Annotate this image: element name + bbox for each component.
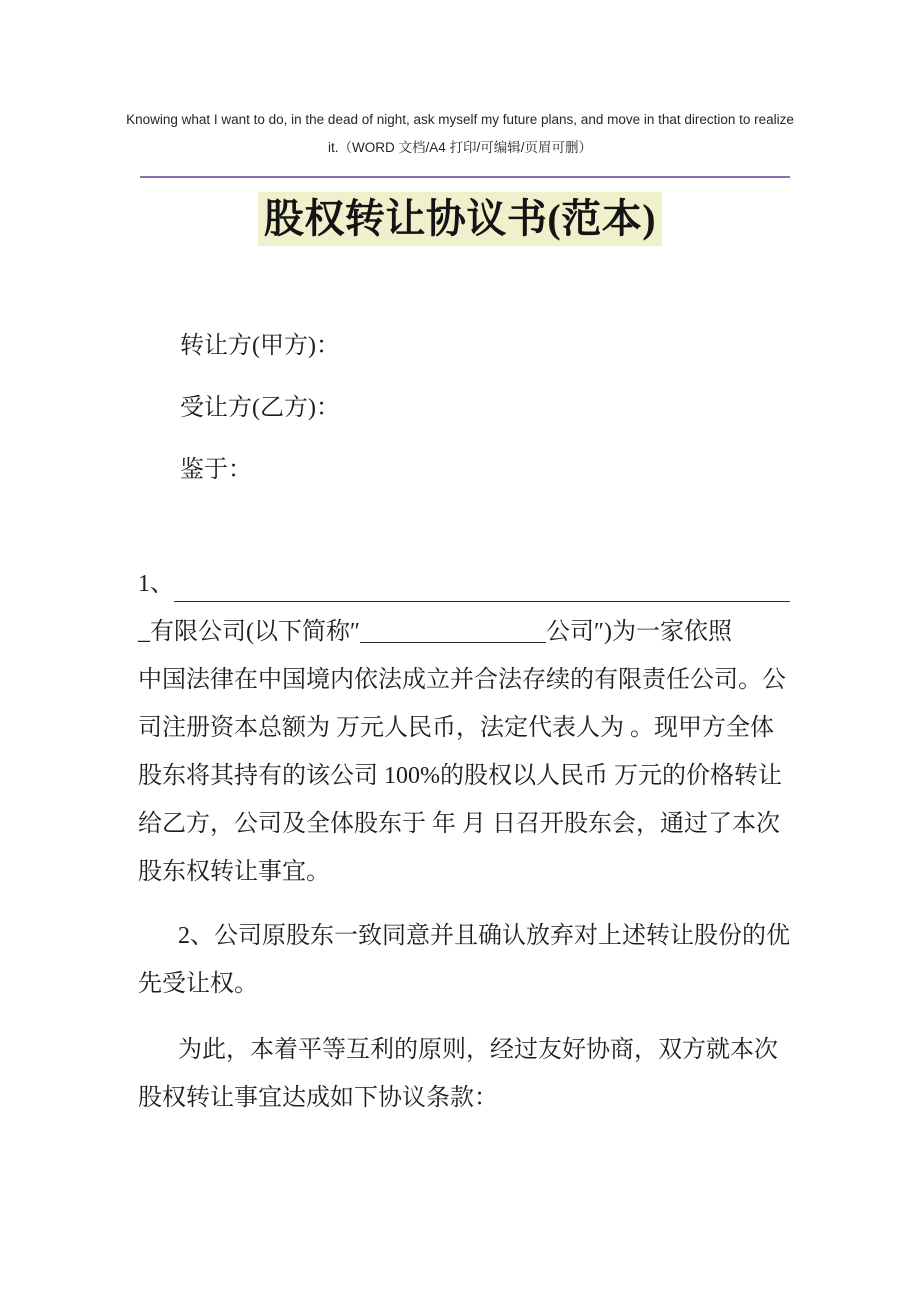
header-line-2: it.（WORD 文档/A4 打印/可编辑/页眉可删）	[327, 140, 592, 155]
clause-1-line-2-prefix: _有限公司(以下简称″	[138, 619, 360, 645]
header-divider	[140, 176, 790, 178]
clause-1-paragraph	[138, 560, 790, 896]
party-b-line: 受让方(乙方)：	[180, 395, 340, 421]
closing-line-2: 股权转让事宜达成如下协议条款：	[138, 1085, 498, 1111]
page-header	[115, 106, 805, 162]
clause-1-number: 1、	[138, 571, 174, 597]
document-body	[138, 326, 790, 1122]
clause-2-line-1: 2、公司原股东一致同意并且确认放弃对上述转让股份的优	[178, 923, 790, 949]
whereas-line: 鉴于：	[180, 457, 252, 483]
fill-in-blank-company-name	[360, 642, 546, 643]
clause-2-line-2: 先受让权。	[138, 971, 258, 997]
clause-1-line-7: 股东权转让事宜。	[138, 859, 330, 885]
header-line-1: Knowing what I want to do, in the dead of night, ask myself my future plans, and move in that direction to realize	[126, 112, 794, 127]
fill-in-blank-line	[174, 560, 790, 602]
document-title: 股权转让协议书(范本)	[258, 192, 662, 246]
closing-line-1: 为此，本着平等互利的原则，经过友好协商，双方就本次	[178, 1037, 778, 1063]
closing-paragraph	[138, 1026, 790, 1122]
clause-1-line-2	[138, 608, 790, 656]
clause-1-line-2-suffix: 公司″)为一家依照	[546, 619, 732, 645]
clause-1-line-5: 股东将其持有的该公司 100%的股权以人民币 万元的价格转让	[138, 763, 782, 789]
clause-1-line-1	[138, 560, 790, 608]
clause-1-line-4: 司注册资本总额为 万元人民币，法定代表人为 。现甲方全体	[138, 715, 774, 741]
clause-2-paragraph	[138, 912, 790, 1008]
clause-1-line-6: 给乙方，公司及全体股东于 年 月 日召开股东会，通过了本次	[138, 811, 780, 837]
party-a-line: 转让方(甲方)：	[180, 333, 340, 359]
title-row	[0, 192, 920, 246]
clause-1-line-3: 中国法律在中国境内依法成立并合法存续的有限责任公司。公	[138, 667, 786, 693]
